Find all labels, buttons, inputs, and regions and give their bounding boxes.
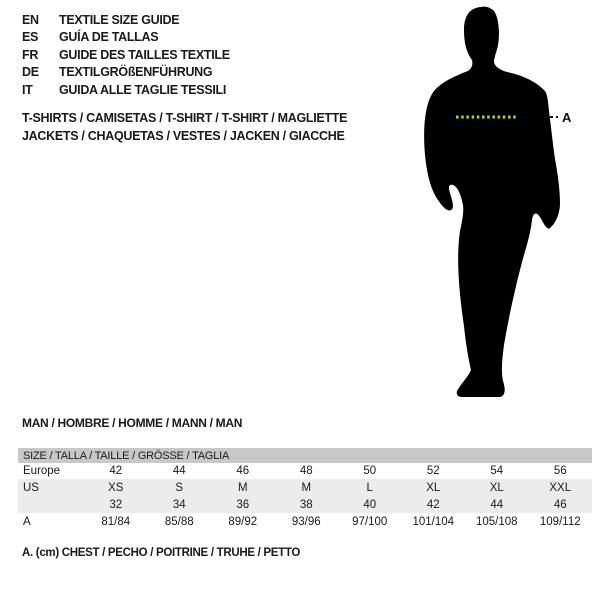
row-label: US <box>23 481 39 494</box>
table-cell: 46 <box>236 465 250 477</box>
language-label: TEXTILGRÖßENFÜHRUNG <box>59 65 213 80</box>
language-row-de <box>22 64 230 82</box>
table-cell: 81/84 <box>101 516 131 528</box>
table-cell: 38 <box>299 498 313 511</box>
language-row-it <box>22 81 230 99</box>
chest-measure-label: A <box>562 110 572 125</box>
man-silhouette-svg <box>410 0 600 410</box>
table-cell: 85/88 <box>164 516 194 528</box>
table-cell: 50 <box>363 465 377 477</box>
language-row-es <box>22 29 230 47</box>
table-cell: 46 <box>553 498 567 511</box>
size-table <box>18 448 592 531</box>
language-label: TEXTILE SIZE GUIDE <box>59 12 180 27</box>
table-cell: 109/112 <box>539 516 581 528</box>
table-cell: M <box>301 481 312 494</box>
language-row-fr <box>22 46 230 64</box>
table-cell: M <box>237 481 248 494</box>
man-silhouette-figure <box>410 0 600 410</box>
table-cell: 89/92 <box>228 516 258 528</box>
language-code: ES <box>22 30 39 45</box>
language-list <box>22 11 230 99</box>
language-label: GUÍA DE TALLAS <box>59 30 159 45</box>
table-row-europe <box>18 463 592 479</box>
table-cell: 56 <box>553 465 567 477</box>
language-code: DE <box>22 65 39 80</box>
row-label: Europe <box>23 465 61 477</box>
table-cell: 44 <box>490 498 504 511</box>
table-cell: 36 <box>236 498 250 511</box>
table-cell: XL <box>489 481 504 494</box>
language-label: GUIDE DES TAILLES TEXTILE <box>59 47 230 62</box>
table-row-numeric <box>18 496 592 513</box>
language-code: EN <box>22 12 39 27</box>
language-row-en <box>22 11 230 29</box>
table-cell: 40 <box>363 498 377 511</box>
table-cell: 97/100 <box>352 516 388 528</box>
man-silhouette-shape <box>424 7 560 397</box>
table-cell: 93/96 <box>291 516 321 528</box>
table-cell: 101/104 <box>412 516 455 528</box>
row-label: A <box>23 516 31 528</box>
table-cell: XL <box>426 481 441 494</box>
product-type-list <box>22 109 347 145</box>
table-cell: 44 <box>172 465 186 477</box>
table-row-us <box>18 479 592 496</box>
language-code: IT <box>22 82 33 97</box>
table-cell: XXL <box>549 481 572 494</box>
table-cell: 34 <box>172 498 186 511</box>
table-cell: 32 <box>109 498 123 511</box>
product-type-jackets: JACKETS / CHAQUETAS / VESTES / JACKEN / GIACCHE <box>22 129 345 143</box>
table-band <box>18 479 592 513</box>
table-cell: S <box>175 481 184 494</box>
table-cell: L <box>366 481 373 494</box>
table-cell: 48 <box>299 465 313 477</box>
section-title-man: MAN / HOMBRE / HOMME / MANN / MAN <box>22 416 243 430</box>
table-cell: 42 <box>426 498 440 511</box>
language-label: GUIDA ALLE TAGLIE TESSILI <box>59 82 227 97</box>
language-code: FR <box>22 47 39 62</box>
table-cell: XS <box>108 481 124 494</box>
table-cell: 42 <box>109 465 123 477</box>
table-cell: 52 <box>426 465 440 477</box>
table-row-chest <box>18 513 592 531</box>
table-cell: 54 <box>490 465 504 477</box>
measurement-footnote: A. (cm) CHEST / PECHO / POITRINE / TRUHE / PETTO <box>22 547 301 559</box>
size-table-header: SIZE / TALLA / TAILLE / GRÖSSE / TAGLIA <box>18 448 592 463</box>
table-cell: 105/108 <box>475 516 518 528</box>
product-type-tshirts: T-SHIRTS / CAMISETAS / T-SHIRT / T-SHIRT / MAGLIETTE <box>22 111 348 125</box>
